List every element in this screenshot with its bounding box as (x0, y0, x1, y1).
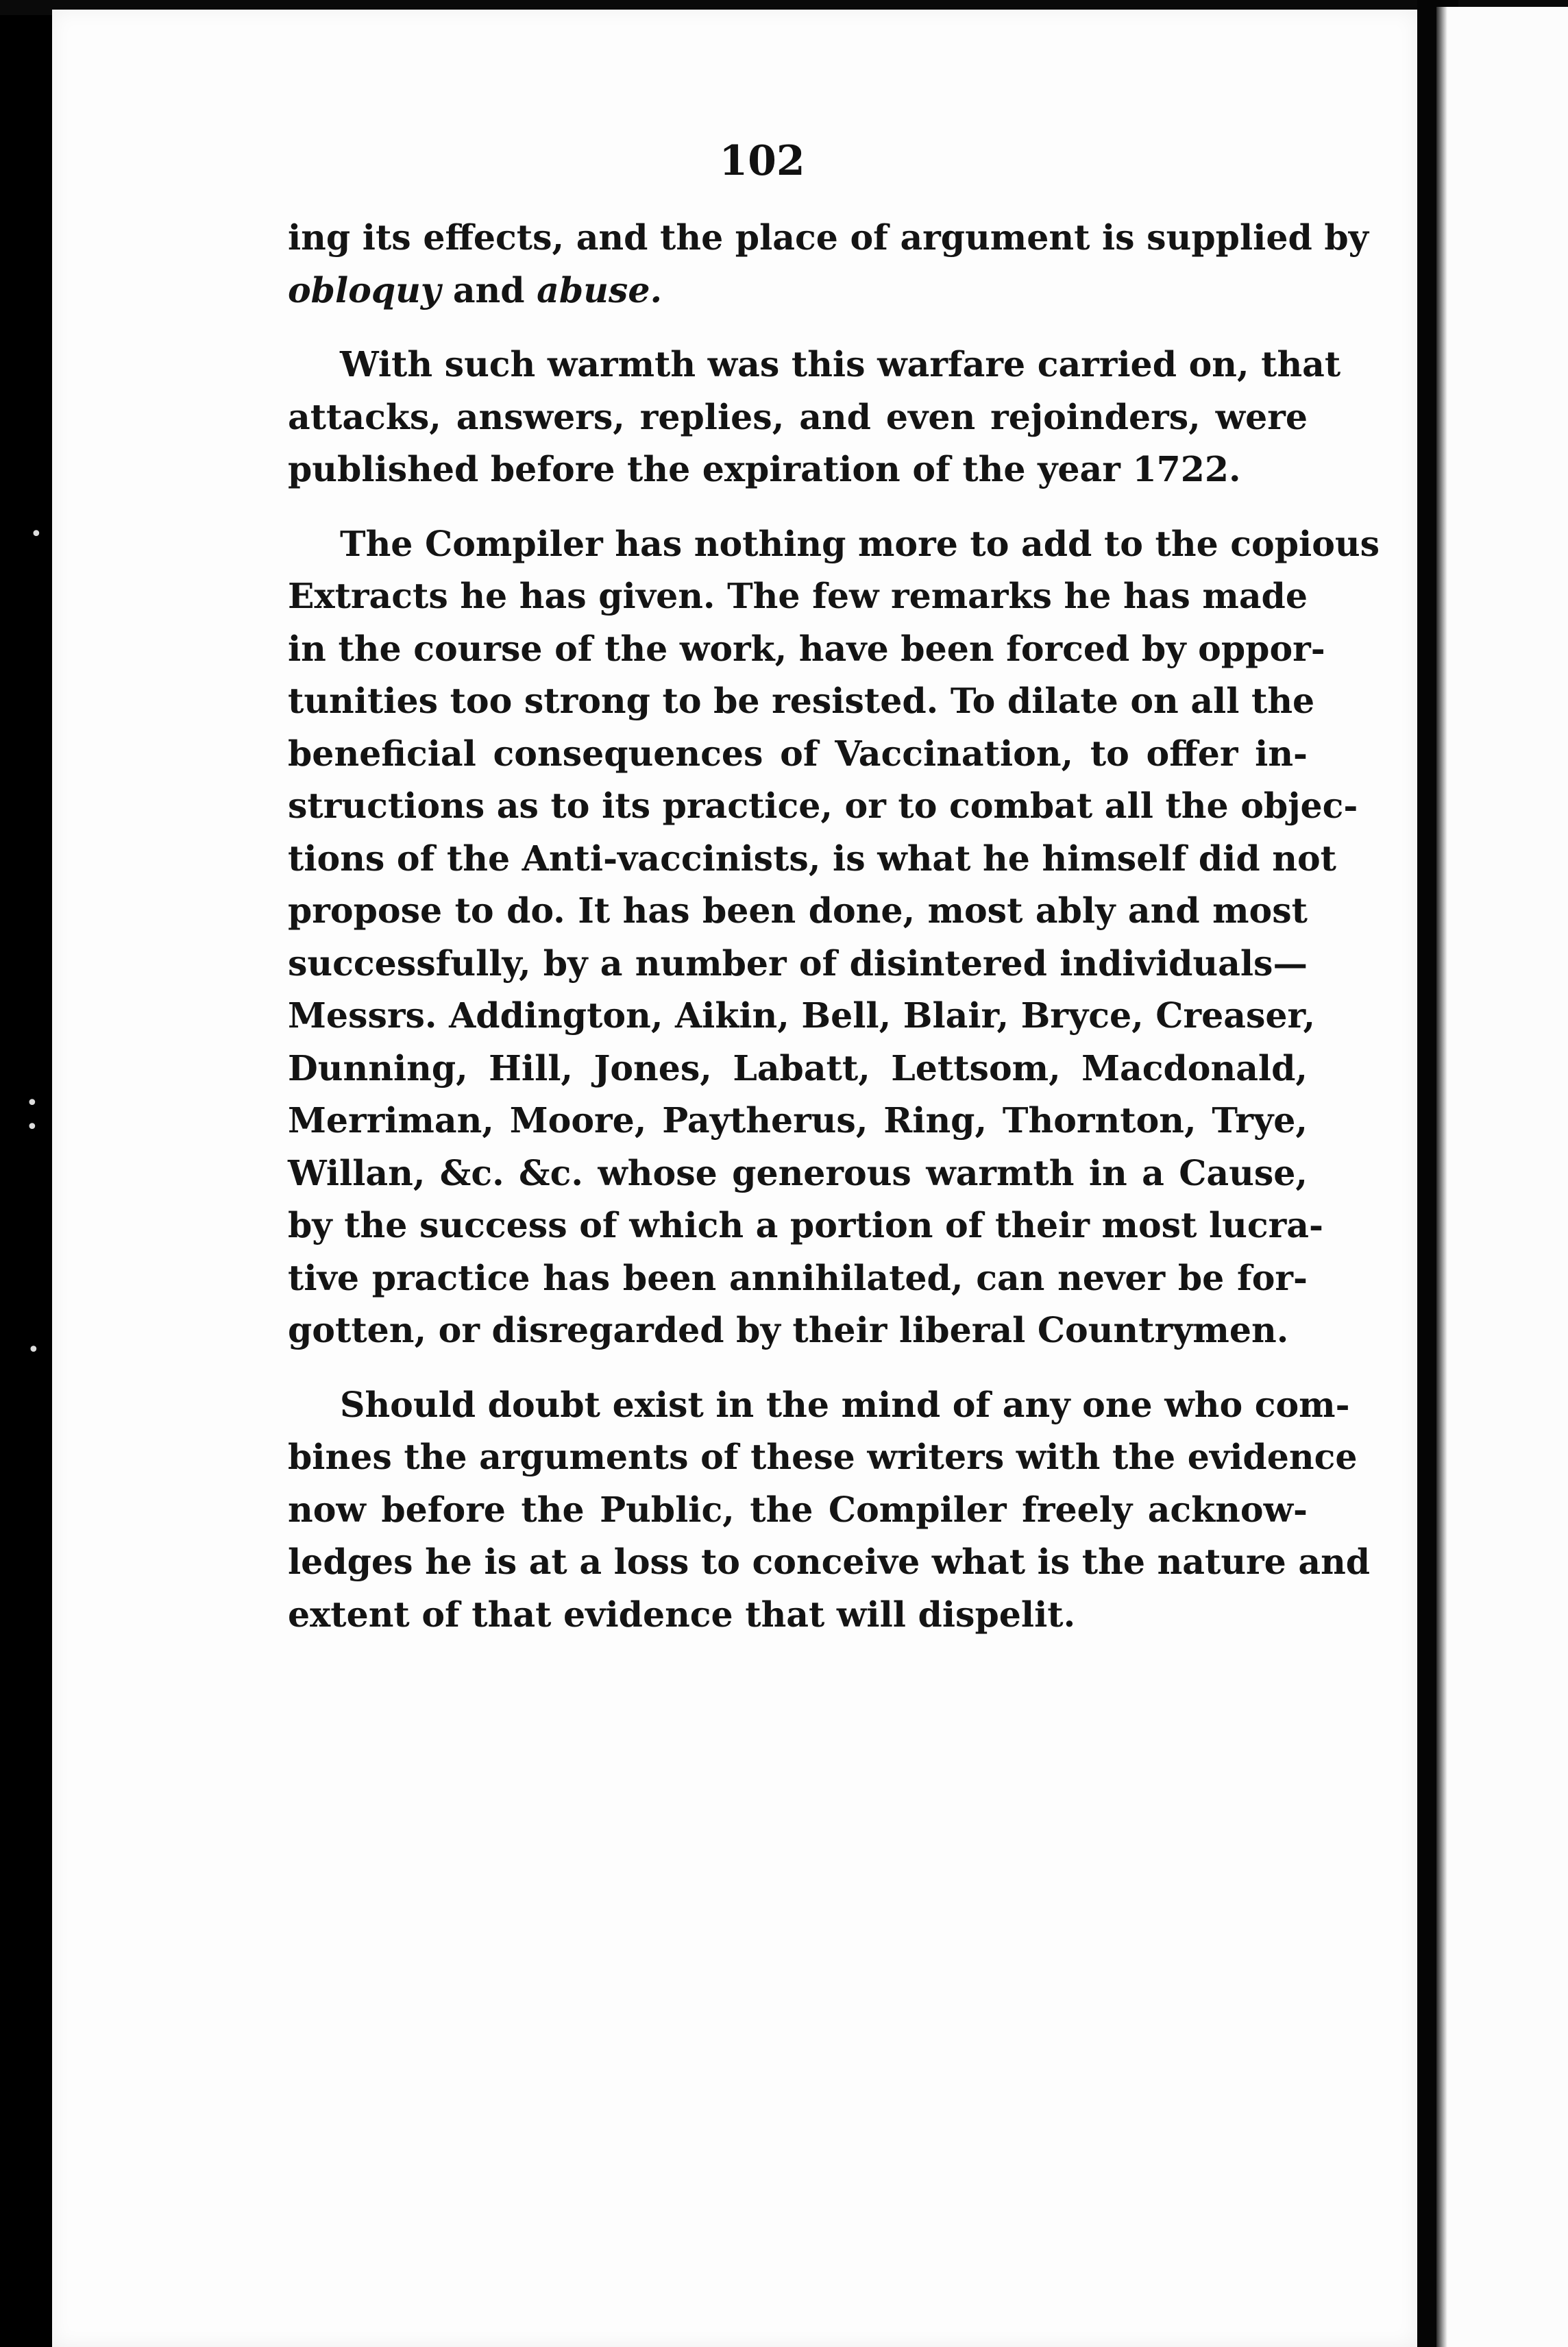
facing-page-shadow (1436, 7, 1447, 2347)
text-line: With such warmth was this warfare carried on, that (340, 344, 1341, 385)
text-line: tive practice has been annihilated, can never be for- (288, 1257, 1308, 1298)
italic-word: obloquy (288, 269, 441, 311)
book-page (52, 10, 1417, 2347)
text-line: ledges he is at a loss to conceive what is the nature and (288, 1542, 1371, 1582)
text-line: gotten, or disregarded by their liberal Countrymen. (288, 1310, 1289, 1350)
margin-speck: • (30, 522, 42, 546)
text-line: structions as to its practice, or to combat all the objec- (288, 786, 1358, 826)
text-line: Extracts he has given. The few remarks he has made (288, 576, 1308, 616)
text-line: Should doubt exist in the mind of any one who com- (340, 1384, 1350, 1425)
page-number: 102 (719, 137, 805, 185)
text-line: now before the Public, the Compiler freely acknow- (288, 1489, 1308, 1530)
text-line: attacks, answers, replies, and even rejoinders, were (288, 396, 1308, 437)
text-line: Dunning, Hill, Jones, Labatt, Lettsom, Macdonald, (288, 1047, 1308, 1089)
italic-word: abuse. (537, 269, 663, 311)
scan-left-margin (0, 0, 52, 2347)
text-line: bines the arguments of these writers with the evidence (288, 1437, 1358, 1477)
margin-speck: • • (26, 1091, 38, 1139)
text-line: ing its effects, and the place of argument is supplied by (288, 217, 1369, 258)
text-line: Willan, &c. &c. whose generous warmth in a Cause, (288, 1152, 1308, 1193)
text-line: by the success of which a portion of their most lucra- (288, 1205, 1323, 1245)
text-line: The Compiler has nothing more to add to the copious (340, 523, 1380, 564)
facing-page-edge (1436, 7, 1568, 2347)
paragraph (288, 1379, 1371, 1642)
text-line: Merriman, Moore, Paytherus, Ring, Thornton, Trye, (288, 1100, 1308, 1141)
paragraph (288, 212, 1369, 317)
text-line: in the course of the work, have been forced by oppor- (288, 628, 1325, 669)
text-segment: and (441, 269, 537, 311)
text-line: propose to do. It has been done, most ably and most (288, 890, 1308, 931)
text-line: extent of that evidence that will dispelit. (288, 1594, 1076, 1635)
paragraph (288, 518, 1380, 1357)
text-line: Messrs. Addington, Aikin, Bell, Blair, Bryce, Creaser, (288, 995, 1316, 1036)
text-line: successfully, by a number of disintered individuals— (288, 943, 1308, 984)
margin-speck: • (27, 1338, 40, 1362)
page-body-text (288, 212, 1380, 1641)
text-line: beneficial consequences of Vaccination, to offer in- (288, 733, 1308, 774)
text-line: tunities too strong to be resisted. To dilate on all the (288, 681, 1315, 721)
text-line: tions of the Anti-vaccinists, is what he himself did not (288, 838, 1336, 879)
paragraph (288, 339, 1341, 496)
text-line: published before the expiration of the year 1722. (288, 449, 1241, 489)
text-line (288, 265, 1308, 317)
